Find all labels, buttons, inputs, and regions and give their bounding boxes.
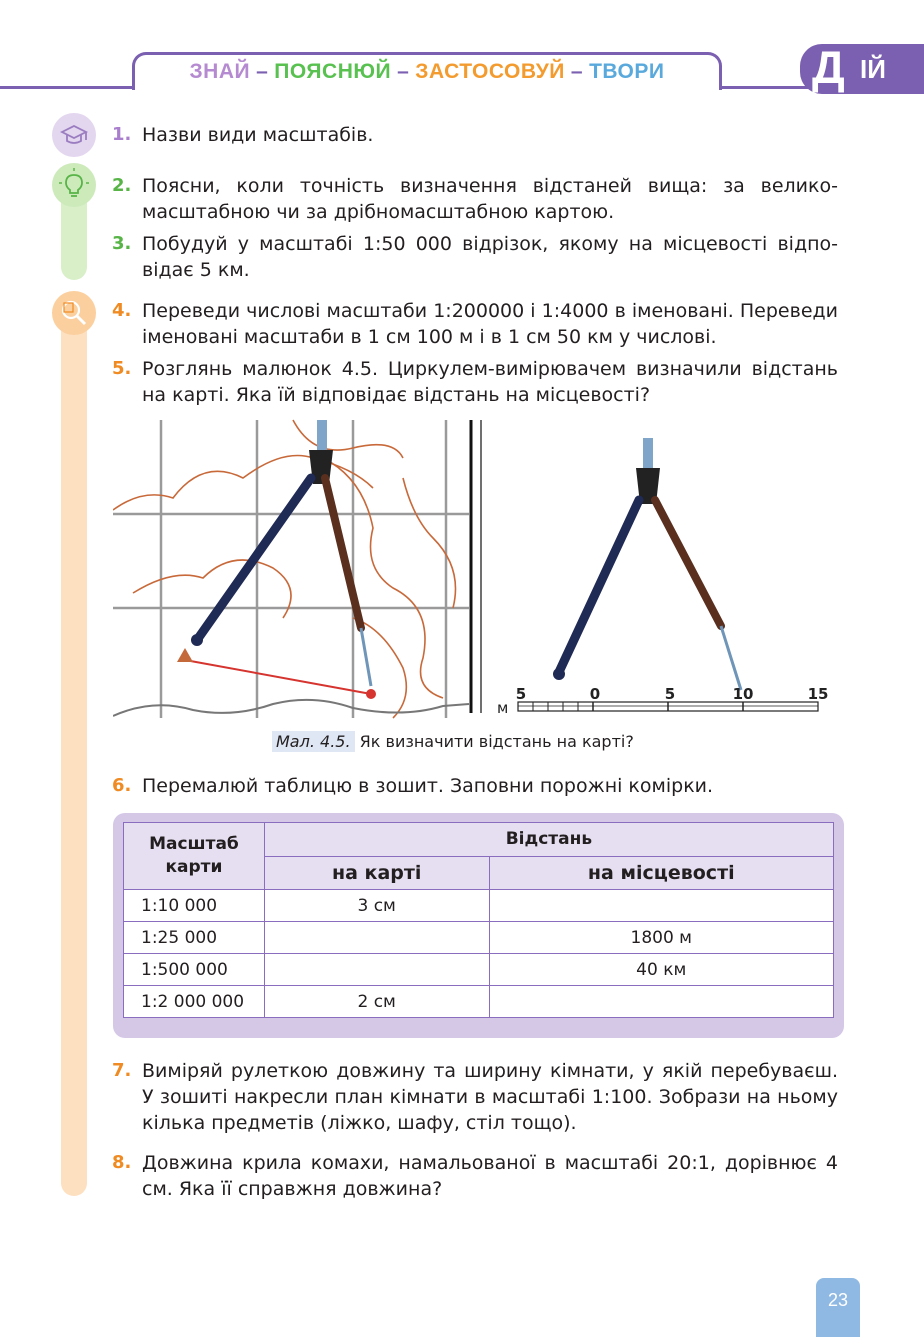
table-row (124, 922, 834, 954)
table-row (124, 890, 834, 922)
task-text: Перемалюй таблицю в зошит. Заповни порожні комірки. (142, 775, 714, 797)
cell-ground-distance: 1800 м (489, 922, 834, 954)
column-header-on-map: на карті (264, 856, 489, 890)
task-number: 2. (112, 175, 132, 196)
table-row (124, 954, 834, 986)
task-number: 4. (112, 300, 132, 321)
cell-map-distance (264, 954, 489, 986)
section-badge (800, 41, 924, 94)
header-separator: – (397, 60, 410, 83)
cell-scale: 1:10 000 (124, 890, 265, 922)
scale-unit-label: м (497, 699, 509, 717)
compass-left (191, 420, 371, 686)
task-number: 5. (112, 358, 132, 379)
cell-scale: 1:500 000 (124, 954, 265, 986)
figure-caption-text: Як визначити відстань на карті? (359, 732, 634, 751)
page-number: 23 (816, 1278, 860, 1337)
graduation-cap-icon (52, 113, 96, 157)
task-number: 7. (112, 1060, 132, 1081)
section-badge-text: ІЙ (860, 54, 886, 84)
header-word-create: ТВОРИ (589, 60, 665, 83)
task-number: 3. (112, 233, 132, 254)
cell-scale: 1:25 000 (124, 922, 265, 954)
scale-table-container (113, 813, 844, 1038)
scale-tick-label: 0 (589, 685, 601, 703)
header-separator: – (570, 60, 584, 83)
cell-map-distance: 3 см (264, 890, 489, 922)
task-number: 6. (112, 775, 132, 796)
apply-side-bar (61, 300, 87, 1196)
header-separator: – (256, 60, 269, 83)
scale-tick-label: 15 (807, 685, 829, 703)
header-banner (132, 52, 722, 90)
scale-tick-label: 10 (732, 685, 754, 703)
scale-table (123, 822, 834, 1018)
linear-scale-bar (518, 702, 818, 711)
table-row (124, 986, 834, 1018)
column-header-on-ground: на місцевості (489, 856, 834, 890)
column-header-scale: Масштаб карти (124, 823, 265, 890)
cell-map-distance (264, 922, 489, 954)
task-text: Виміряй рулеткою довжину та ширину кімнати, у якій перебуваєш. У зошиті накресли план кімнати в масштабі 1:100. Зобрази на ньому кілька предметів (ліжко, шафу, стіл тощо). (142, 1060, 838, 1134)
cell-ground-distance (489, 890, 834, 922)
lightbulb-icon (52, 163, 96, 207)
header-word-explain: ПОЯСНЮЙ (274, 60, 392, 83)
task-number: 1. (112, 124, 132, 145)
cell-scale: 1:2 000 000 (124, 986, 265, 1018)
task-text: Переведи числові масштаби 1:200000 і 1:4000 в іменовані. Переведи іменовані масштаби в 1 см 100 м і в 1 см 50 км у числові. (142, 300, 838, 348)
header-title (135, 60, 719, 84)
figure-caption-label: Мал. 4.5. (272, 731, 355, 752)
figure-caption (272, 731, 634, 753)
column-header-distance: Відстань (264, 823, 833, 857)
header-word-know: ЗНАЙ (189, 60, 251, 83)
cell-ground-distance: 40 км (489, 954, 834, 986)
compass-right (553, 438, 741, 690)
magnifier-icon (52, 291, 96, 335)
figure-compass-illustration (113, 418, 833, 720)
scale-tick-label: 5 (664, 685, 676, 703)
header-word-apply: ЗАСТОСОВУЙ (415, 60, 565, 83)
section-badge-letter: Д (812, 41, 845, 93)
cell-map-distance: 2 см (264, 986, 489, 1018)
task-text: Розглянь малюнок 4.5. Циркулем-вимірювачем визначили відстань на карті. Яка їй відповідає відстань на місцевості? (142, 358, 838, 406)
task-text: Довжина крила комахи, намальованої в масштабі 20:1, дорівнює 4 см. Яка її справжня довжина? (142, 1152, 838, 1200)
task-text: Назви види масштабів. (142, 124, 374, 146)
task-number: 8. (112, 1152, 132, 1173)
cell-ground-distance (489, 986, 834, 1018)
task-text: Побудуй у масштабі 1:50 000 відрізок, якому на місцевості відповідає 5 км. (142, 233, 838, 281)
scale-tick-label: 5 (515, 685, 527, 703)
task-text: Поясни, коли точність визначення відстаней вища: за великомасштабною чи за дрібномасштабною картою. (142, 175, 838, 223)
